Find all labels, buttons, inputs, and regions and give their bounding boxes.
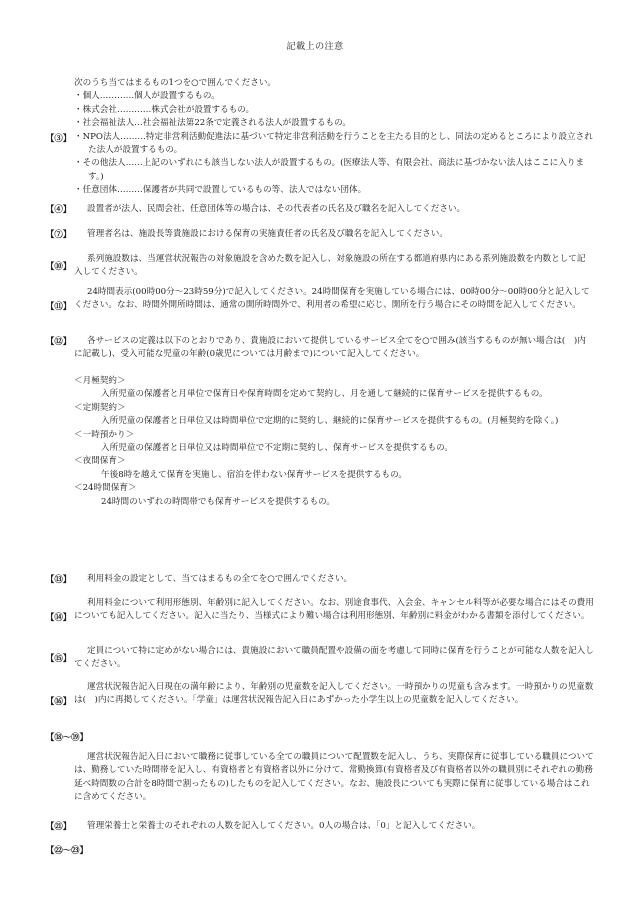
section-marker: 【④】: [46, 204, 72, 214]
list-item: ・その他法人……上記のいずれにも該当しない法人が設置するもの。(医療法人等、有限会社、商法に基づかない法人はここに入ります。): [74, 158, 585, 182]
section-text: 利用料金の設定として、当てはまるもの全てを○で囲んでください。: [87, 574, 353, 584]
section-marker: 【⑱～⑲】: [46, 732, 88, 742]
page-title: 記載上の注意: [286, 41, 344, 52]
subsection-text: 入所児童の保護者と日単位又は時間単位で不定期に契約し、保育サービスを提供するもの。: [101, 443, 454, 454]
subsection-heading: ＜定期契約＞: [74, 402, 126, 413]
subsection-heading: ＜夜間保育＞: [74, 456, 126, 467]
list-item: ・社会福祉法人…社会福祉法第22条で定義される法人が設置するもの。: [74, 118, 351, 129]
section-text: 管理者名は、施設長等貴施設における保育の実施責任者の氏名及び職名を記入してください。: [87, 229, 448, 239]
section-marker: 【㉒～㉓】: [46, 845, 88, 855]
section-marker: 【⑩】: [46, 261, 72, 271]
subsection-text: 入所児童の保護者と月単位で保育日や保育時間を定めて契約し、月を通して継続的に保育サービスを提供するもの。: [101, 389, 548, 400]
subsection-heading: ＜24時間保育＞: [74, 483, 137, 494]
subsection-text: 午後8時を越えて保育を実施し、宿泊を伴わない保育サービスを提供するもの。: [101, 469, 407, 480]
subsection-heading: ＜月極契約＞: [74, 376, 126, 386]
section-text: 系列施設数は、当運営状況報告の対象施設を含めた数を記入し、対象施設の所在する都道府県内にある系列施設数を内数として記入してください。: [74, 254, 586, 278]
subsection-text: 24時間のいずれの時間帯でも保育サービスを提供するもの。: [101, 496, 336, 507]
list-item: ・任意団体………保護者が共同で設置しているもの等、法人ではない団体。: [74, 185, 367, 196]
subsection-text: 入所児童の保護者と日単位又は時間単位で定期的に契約し、継続的に保育サービスを提供するもの。(月極契約を除く。): [101, 416, 559, 427]
section-text: 管理栄養士と栄養士のそれぞれの人数を記入してください。0人の場合は、「0」と記入してください。: [87, 821, 481, 831]
section-marker: 【⑮】: [46, 653, 72, 663]
section-marker: 【③】: [46, 133, 72, 143]
section-text: 設置者が法人、民間会社、任意団体等の場合は、その代表者の氏名及び職名を記入してください。: [87, 204, 466, 214]
section-marker: 【⑭】: [46, 612, 72, 622]
section-marker: 【⑦】: [46, 229, 72, 239]
section-marker: 【⑪】: [46, 301, 72, 311]
list-item: ・株式会社…………株式会社が設置するもの。: [74, 104, 255, 115]
section-marker: 【⑯】: [46, 696, 72, 706]
section-intro: 次のうち当てはまるもの1つを○で囲んでください。: [74, 78, 277, 88]
subsection-heading: ＜一時預かり＞: [74, 429, 135, 440]
section-marker: 【㉑】: [46, 821, 72, 831]
list-item: ・個人…………個人が設置するもの。: [74, 91, 220, 102]
section-text: 定員について特に定めがない場合には、貴施設において職員配置や設備の面を考慮して同時に保育を行うことが可能な人数を記入してください。: [74, 646, 594, 670]
section-marker: 【⑬】: [46, 574, 72, 584]
section-text: 24時間表示(00時00分～23時59分)で記入してください。24時間保育を実施している場合には、00時00分～00時00分と記入してください。なお、時間外開所時間は、通常の開所時間外で、利用者の希望に応じ、開所を行う場合にその時間を記入してください。: [74, 287, 590, 311]
list-item: ・NPO法人………特定非営利活動促進法に基づいて特定非営利活動を行うことを主たる目的とし、同法の定めるところにより設立された法人が設置するもの。: [74, 131, 593, 156]
section-text: 利用料金について利用形態別、年齢別に記入してください。なお、別途食事代、入会金、キャンセル料等が必要な場合にはその費用についても記入してください。記入に当たり、当様式により難い場合は利用形態別、年齢別に料金がわかる書類を添付してください。: [74, 598, 594, 622]
section-marker: 【⑫】: [46, 336, 72, 346]
section-text: 運営状況報告記入日現在の満年齢により、年齢別の児童数を記入してください。一時預かりの児童も含みます。一時預かりの児童数は( )内に再掲してください。「学童」は運営状況報告記入日にあずかった小学生以上の児童数を記入してください。: [74, 682, 594, 706]
section-text: 運営状況報告記入日において職務に従事している全ての職員について配置数を記入し、うち、実際保育に従事している職員については、勤務していた時間帯を記入し、有資格者と有資格者以外に分けて、常勤換算(有資格者及び有資格者以外の職員別にそれぞれの勤務延べ時間数の合計を8時間で割ったもの)したものを記入してください。なお、施設長についても実際に保育に従事している場合はこれに含めてください。: [74, 752, 594, 803]
section-text: 各サービスの定義は以下のとおりであり、貴施設において提供しているサービス全てを○で囲み(該当するものが無い場合は( )内に記載し)、受入可能な児童の年齢(0歳児については月齢まで)について記入してください。: [74, 336, 586, 360]
